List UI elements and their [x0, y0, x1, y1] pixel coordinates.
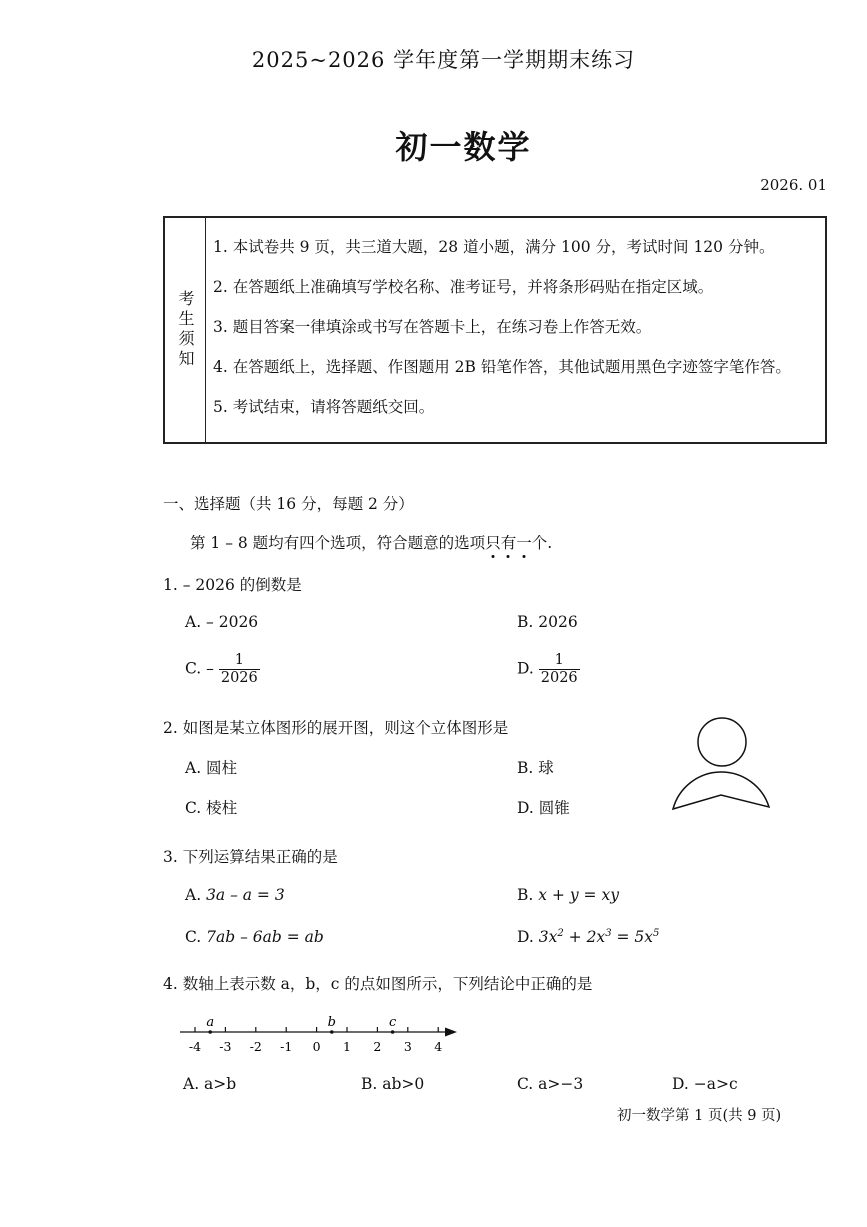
subject-title: 初一数学	[395, 128, 532, 166]
expr-part: 3x	[538, 928, 558, 947]
number-line-point	[391, 1030, 395, 1034]
question-1-stem: 1. – 2026 的倒数是	[163, 576, 302, 594]
notice-side-label	[165, 218, 206, 442]
q1-option-d-prefix: D.	[517, 659, 534, 678]
notice-item: 2. 在答题纸上准确填写学校名称、准考证号，并将条形码贴在指定区域。	[213, 278, 714, 296]
notice-item: 3. 题目答案一律填涂或书写在答题卡上，在练习卷上作答无效。	[213, 318, 652, 336]
option-label: B.	[517, 886, 534, 904]
section-heading: 一、选择题（共 16 分，每题 2 分）	[163, 495, 414, 513]
option-label: D.	[517, 928, 534, 947]
fraction-denominator: 2026	[220, 670, 258, 686]
q2-option-d: D. 圆锥	[517, 799, 570, 817]
number-line-tick-label: -4	[188, 1039, 202, 1054]
instruction-prefix: 第 1 – 8 题均有四个选项，符合题意的选项	[190, 534, 486, 552]
notice-item: 4. 在答题纸上，选择题、作图题用 2B 铅笔作答，其他试题用黑色字迹签字笔作答。	[213, 358, 791, 376]
option-expression: x + y = xy	[538, 886, 619, 904]
number-line-point-label: c	[388, 1015, 397, 1030]
q4-option-b: B. ab>0	[361, 1075, 425, 1093]
fraction-denominator: 2026	[540, 670, 578, 686]
cone-base-circle	[698, 718, 746, 766]
q2-option-a: A. 圆柱	[185, 759, 238, 777]
q1-option-d-fraction	[539, 652, 580, 687]
cone-net-figure	[665, 712, 777, 816]
fraction-numerator: 1	[554, 652, 564, 668]
q4-option-d: D. −a>c	[672, 1075, 738, 1093]
number-line-tick-label: 2	[373, 1039, 382, 1054]
page-footer: 初一数学第 1 页(共 9 页)	[617, 1108, 782, 1124]
exponent: 3	[605, 928, 612, 939]
number-line-point	[208, 1030, 212, 1034]
option-expression: 7ab – 6ab = ab	[206, 928, 324, 946]
number-line-point-label: b	[327, 1015, 336, 1030]
q3-option-a	[185, 886, 285, 904]
option-expression	[539, 928, 660, 946]
q1-option-b: B. 2026	[517, 613, 578, 631]
number-line-tick-label: -2	[249, 1039, 262, 1054]
emphasis-char: 一	[516, 534, 532, 552]
exam-date: 2026. 01	[760, 176, 827, 194]
q2-option-c: C. 棱柱	[185, 799, 238, 817]
question-2-stem: 2. 如图是某立体图形的展开图，则这个立体图形是	[163, 719, 509, 737]
number-line-tick-label: -1	[280, 1039, 293, 1054]
instruction-suffix: 个.	[531, 534, 553, 552]
emphasis-char: 只	[485, 534, 501, 552]
option-label: C.	[185, 928, 202, 946]
q3-option-b	[517, 886, 619, 904]
number-line-point	[330, 1030, 334, 1034]
question-3-stem: 3. 下列运算结果正确的是	[163, 848, 338, 866]
number-line-tick-label: 3	[403, 1039, 412, 1054]
number-line-tick-label: 0	[312, 1039, 321, 1054]
number-line-tick-label: -3	[219, 1039, 232, 1054]
emphasis-char: 有	[500, 534, 517, 552]
exponent: 5	[653, 928, 660, 939]
number-line-tick-label: 1	[343, 1039, 351, 1054]
expr-part: + 2x	[563, 928, 606, 947]
q4-option-c: C. a>−3	[517, 1075, 584, 1093]
notice-list	[213, 234, 791, 434]
q3-option-c	[185, 928, 324, 946]
expr-part: = 5x	[611, 928, 654, 947]
q4-option-a: A. a>b	[183, 1075, 237, 1093]
number-line-tick-label: 4	[434, 1039, 443, 1054]
number-line-figure	[175, 1010, 465, 1058]
number-line-point-label: a	[206, 1015, 215, 1030]
fraction-numerator: 1	[234, 652, 244, 668]
q1-option-a: A. – 2026	[185, 613, 259, 631]
q2-option-b: B. 球	[517, 759, 554, 777]
notice-box	[163, 216, 827, 444]
notice-side-text: 考生须知	[176, 290, 195, 370]
q1-option-c-fraction	[219, 652, 260, 687]
q3-option-d	[517, 928, 659, 946]
notice-item: 5. 考试结束，请将答题纸交回。	[213, 398, 435, 416]
section-instruction	[190, 531, 552, 553]
number-line-arrow	[445, 1028, 457, 1037]
exponent: 2	[557, 928, 564, 939]
q1-option-c	[185, 652, 260, 687]
option-expression: 3a – a = 3	[206, 886, 285, 904]
notice-item: 1. 本试卷共 9 页，共三道大题，28 道小题，满分 100 分，考试时间 120 分钟。	[213, 238, 775, 256]
cone-lateral-sector	[673, 772, 769, 809]
exam-title: 2025~2026 学年度第一学期期末练习	[251, 48, 636, 72]
option-label: A.	[185, 886, 202, 904]
question-4-stem: 4. 数轴上表示数 a，b，c 的点如图所示，下列结论中正确的是	[163, 975, 593, 993]
q1-option-d	[517, 652, 580, 687]
q1-option-c-prefix: C. –	[185, 659, 214, 678]
